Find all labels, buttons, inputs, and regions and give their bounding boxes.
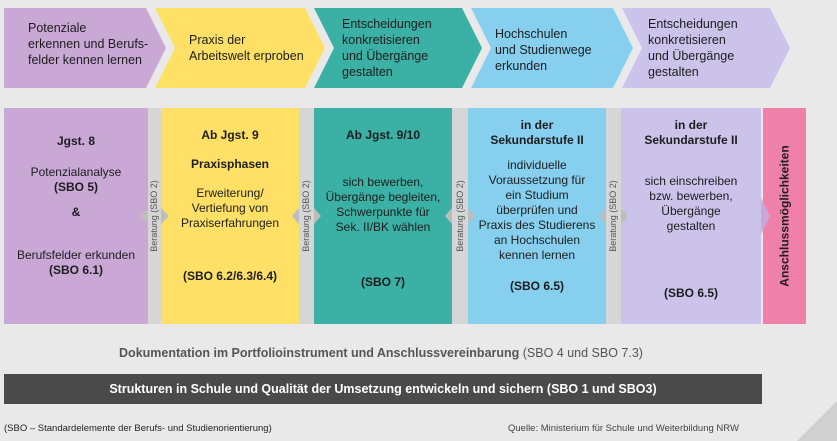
corner-fold — [797, 401, 837, 441]
column-line: Potenzialanalyse — [30, 165, 122, 179]
anschluss-box — [763, 108, 806, 324]
arrow-entscheidungen-2 — [622, 8, 790, 88]
column-heading: in der Sekundarstufe II — [644, 118, 738, 147]
column-heading: Jgst. 8 — [56, 134, 95, 148]
column-ref: (SBO 6.2/6.3/6.4) — [182, 269, 278, 283]
arrow-praxis — [155, 8, 325, 88]
column-heading: in der Sekundarstufe II — [490, 118, 584, 147]
arrow-hochschulen — [471, 8, 633, 88]
beratung-label: Beratung (SBO 2) — [455, 180, 465, 252]
anschluss-label: Anschlussmöglichkeiten — [777, 145, 791, 287]
column-body: Erweiterung/ Vertiefung von Praxiserfahrungen — [180, 186, 280, 230]
arrow-label: Hochschulen und Studienwege erkunden — [495, 27, 592, 73]
column-ref: (SBO 6.1) — [48, 263, 103, 277]
documentation-ref: (SBO 4 und SBO 7.3) — [519, 346, 643, 360]
column-jgst-9-10 — [314, 108, 452, 324]
column-ref: (SBO 5) — [53, 180, 98, 194]
column-body: sich einschreiben bzw. bewerben, Übergänge gestalten — [644, 174, 738, 233]
beratung-label: Beratung (SBO 2) — [608, 180, 618, 252]
arrow-label: Praxis der Arbeitswelt erproben — [189, 33, 304, 63]
documentation-line — [0, 346, 762, 360]
ampersand: & — [71, 205, 81, 219]
column-heading: Ab Jgst. 9/10 — [345, 128, 421, 142]
beratung-label: Beratung (SBO 2) — [149, 180, 159, 252]
source: Quelle: Ministerium für Schule und Weiterbildung NRW — [508, 423, 739, 434]
arrow-label: Entscheidungen konkretisieren und Übergänge gestalten — [648, 17, 738, 79]
column-line: Berufsfelder erkunden — [16, 248, 136, 262]
arrow-label: Potenziale erkennen und Berufs- felder kennen lernen — [28, 21, 149, 67]
arrow-entscheidungen-1 — [314, 8, 482, 88]
structure-bar-label: Strukturen in Schule und Qualität der Umsetzung entwickeln und sichern (SBO 1 und SBO3) — [109, 382, 657, 396]
arrow-label: Entscheidungen konkretisieren und Übergänge gestalten — [342, 17, 432, 79]
column-body: sich bewerben, Übergänge begleiten, Schwerpunkte für Sek. II/BK wählen — [325, 175, 441, 234]
footnote: (SBO – Standardelemente der Berufs- und Studienorientierung) — [4, 423, 272, 434]
column-jgst-9 — [161, 108, 299, 324]
column-ref: (SBO 6.5) — [663, 286, 718, 300]
beratung-label: Beratung (SBO 2) — [301, 180, 311, 252]
column-ref: (SBO 6.5) — [509, 279, 564, 293]
column-sek-ii-uebergang — [621, 108, 761, 324]
column-sek-ii-studium — [468, 108, 606, 324]
column-ref: (SBO 7) — [360, 275, 405, 289]
column-heading: Ab Jgst. 9 — [201, 128, 259, 142]
column-body: individuelle Voraussetzung für ein Studium überprüfen und Praxis des Studierens an Hochschulen kennen lernen — [478, 158, 596, 262]
documentation-bold: Dokumentation im Portfolioinstrument und Anschlussvereinbarung — [119, 346, 520, 360]
structure-bar — [4, 374, 762, 404]
column-subheading: Praxisphasen — [190, 157, 270, 171]
arrow-potenziale — [4, 8, 166, 88]
column-jgst-8 — [4, 108, 148, 324]
